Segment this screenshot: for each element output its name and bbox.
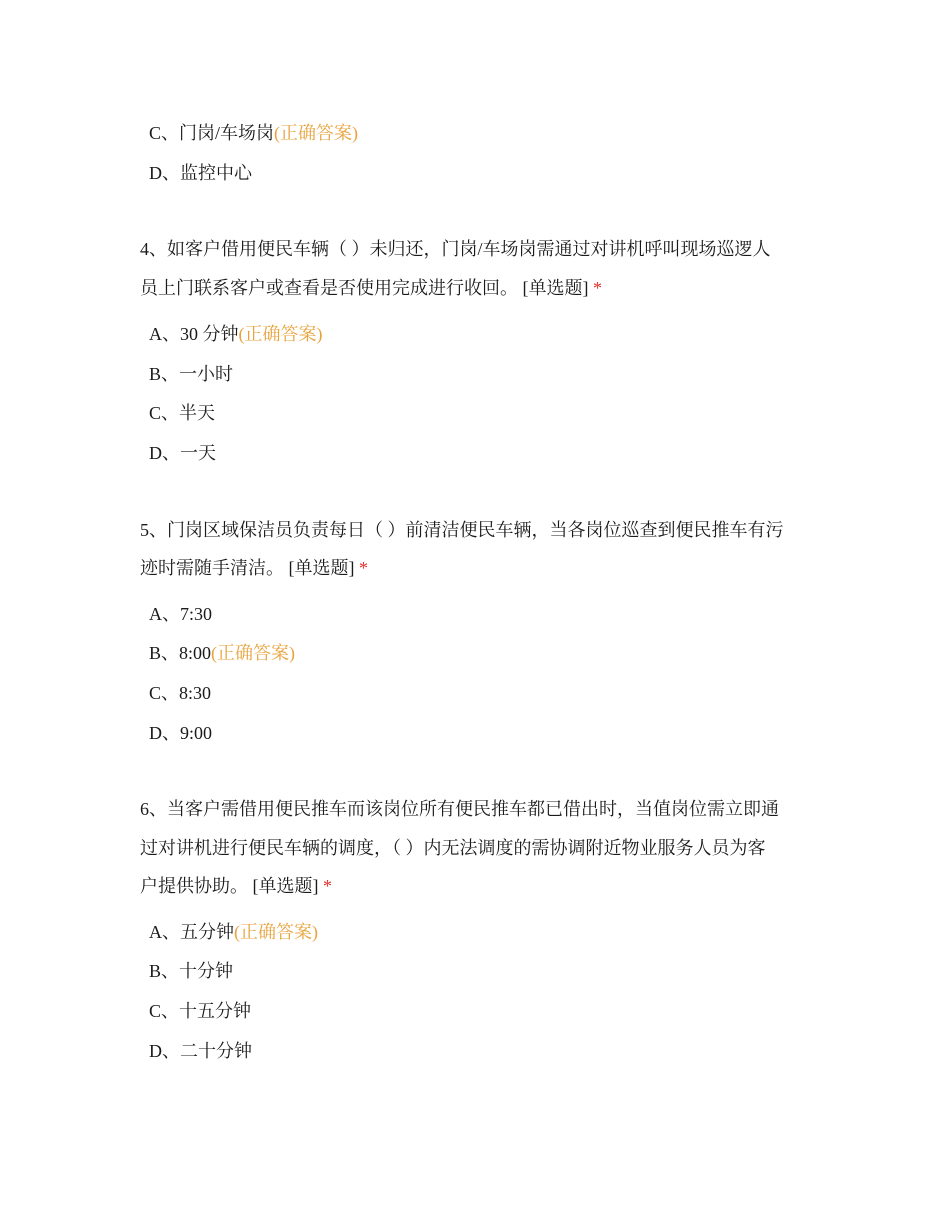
option-label: C、8:30 bbox=[149, 683, 212, 703]
option-label: D、监控中心 bbox=[149, 163, 252, 183]
q6-title-line-2: 过对讲机进行便民车辆的调度，（ ）内无法调度的需协调附近物业服务人员为客 bbox=[140, 838, 766, 858]
q4-option-a[interactable] bbox=[149, 322, 323, 346]
question-type: [单选题] bbox=[288, 558, 355, 578]
required-marker: * bbox=[593, 278, 602, 298]
q6-option-a[interactable] bbox=[149, 920, 318, 944]
correct-answer-tag: (正确答案) bbox=[238, 324, 323, 344]
q5-option-a[interactable] bbox=[149, 602, 212, 626]
q6-option-b[interactable] bbox=[149, 959, 233, 983]
option-label: D、9:00 bbox=[149, 723, 212, 743]
option-label: B、一小时 bbox=[149, 364, 234, 384]
q5-title-line-1: 5、门岗区域保洁员负责每日（ ）前清洁便民车辆，当各岗位巡查到便民推车有污 bbox=[140, 520, 784, 540]
question-type: [单选题] bbox=[252, 876, 319, 896]
option-label: D、一天 bbox=[149, 443, 216, 463]
correct-answer-tag: (正确答案) bbox=[274, 123, 359, 143]
option-label: A、7:30 bbox=[149, 604, 212, 624]
option-label: A、30 分钟 bbox=[149, 324, 239, 344]
option-label: C、十五分钟 bbox=[149, 1001, 252, 1021]
q4-title-line-1: 4、如客户借用便民车辆（ ）未归还，门岗/车场岗需通过对讲机呼叫现场巡逻人 bbox=[140, 239, 771, 259]
q4-option-b[interactable] bbox=[149, 362, 233, 386]
required-marker: * bbox=[359, 558, 368, 578]
required-marker: * bbox=[323, 876, 332, 896]
q5-title-line-2: 迹时需随手清洁。 [单选题] * bbox=[140, 558, 368, 578]
option-label: A、五分钟 bbox=[149, 922, 234, 942]
q4-title-line-2: 员上门联系客户或查看是否使用完成进行收回。 [单选题] * bbox=[140, 278, 602, 298]
correct-answer-tag: (正确答案) bbox=[234, 922, 318, 942]
q5-option-c[interactable] bbox=[149, 681, 211, 705]
q4-option-c[interactable] bbox=[149, 401, 215, 425]
question-type: [单选题] bbox=[522, 278, 589, 298]
q3-option-d[interactable] bbox=[149, 161, 252, 185]
option-label: B、8:00 bbox=[149, 643, 212, 663]
option-label: C、半天 bbox=[149, 403, 216, 423]
q6-option-c[interactable] bbox=[149, 999, 251, 1023]
q5-option-d[interactable] bbox=[149, 721, 212, 745]
option-label: B、十分钟 bbox=[149, 961, 234, 981]
q3-option-c[interactable] bbox=[149, 121, 358, 145]
correct-answer-tag: (正确答案) bbox=[211, 643, 296, 663]
option-label: D、二十分钟 bbox=[149, 1041, 252, 1061]
q6-title-line-1: 6、当客户需借用便民推车而该岗位所有便民推车都已借出时，当值岗位需立即通 bbox=[140, 799, 779, 819]
q6-title-line-3: 户提供协助。 [单选题] * bbox=[140, 876, 332, 896]
q4-option-d[interactable] bbox=[149, 441, 216, 465]
q5-option-b[interactable] bbox=[149, 641, 295, 665]
q6-option-d[interactable] bbox=[149, 1039, 252, 1063]
option-label: C、门岗/车场岗 bbox=[149, 123, 275, 143]
